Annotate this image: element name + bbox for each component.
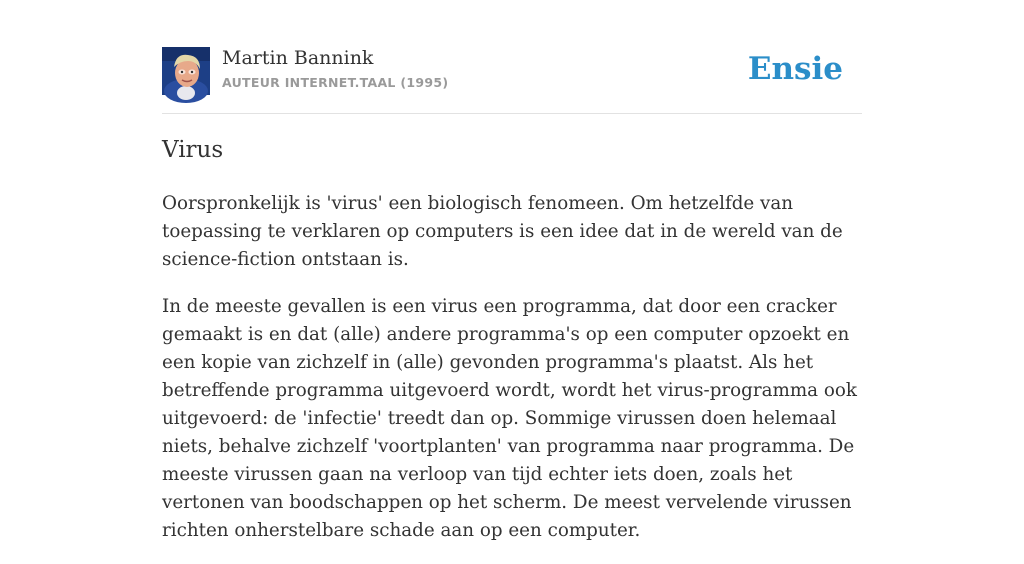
author-header [162,46,862,96]
author-role: AUTEUR INTERNET.TAAL (1995) [222,75,449,90]
author-avatar-image [162,47,210,95]
article-body [162,190,862,564]
author-avatar[interactable] [162,47,210,95]
ensie-logo[interactable]: Ensie [747,51,843,87]
author-name[interactable]: Martin Bannink [222,47,374,69]
header-divider [162,113,862,114]
article-title: Virus [162,137,224,163]
article-paragraph: Oorspronkelijk is 'virus' een biologisch fenomeen. Om hetzelfde van toepassing te verklaren op computers is een idee dat in de wereld van de science-fiction ontstaan is. [162,193,843,270]
article-paragraph: In de meeste gevallen is een virus een programma, dat door een cracker gemaakt is en dat (alle) andere programma's op een computer opzoekt en een kopie van zichzelf in (alle) gevonden programma's plaatst. Als het betreffende programma uitgevoerd wordt, wordt het virus-programma ook uitgevoerd: de 'infectie' treedt dan op. Sommige virussen doen helemaal niets, behalve zichzelf 'voortplanten' van programma naar programma. De meeste virussen gaan na verloop van tijd echter iets doen, zoals het vertonen van boodschappen op het scherm. De meest vervelende virussen richten onherstelbare schade aan op een computer. [162,296,857,541]
